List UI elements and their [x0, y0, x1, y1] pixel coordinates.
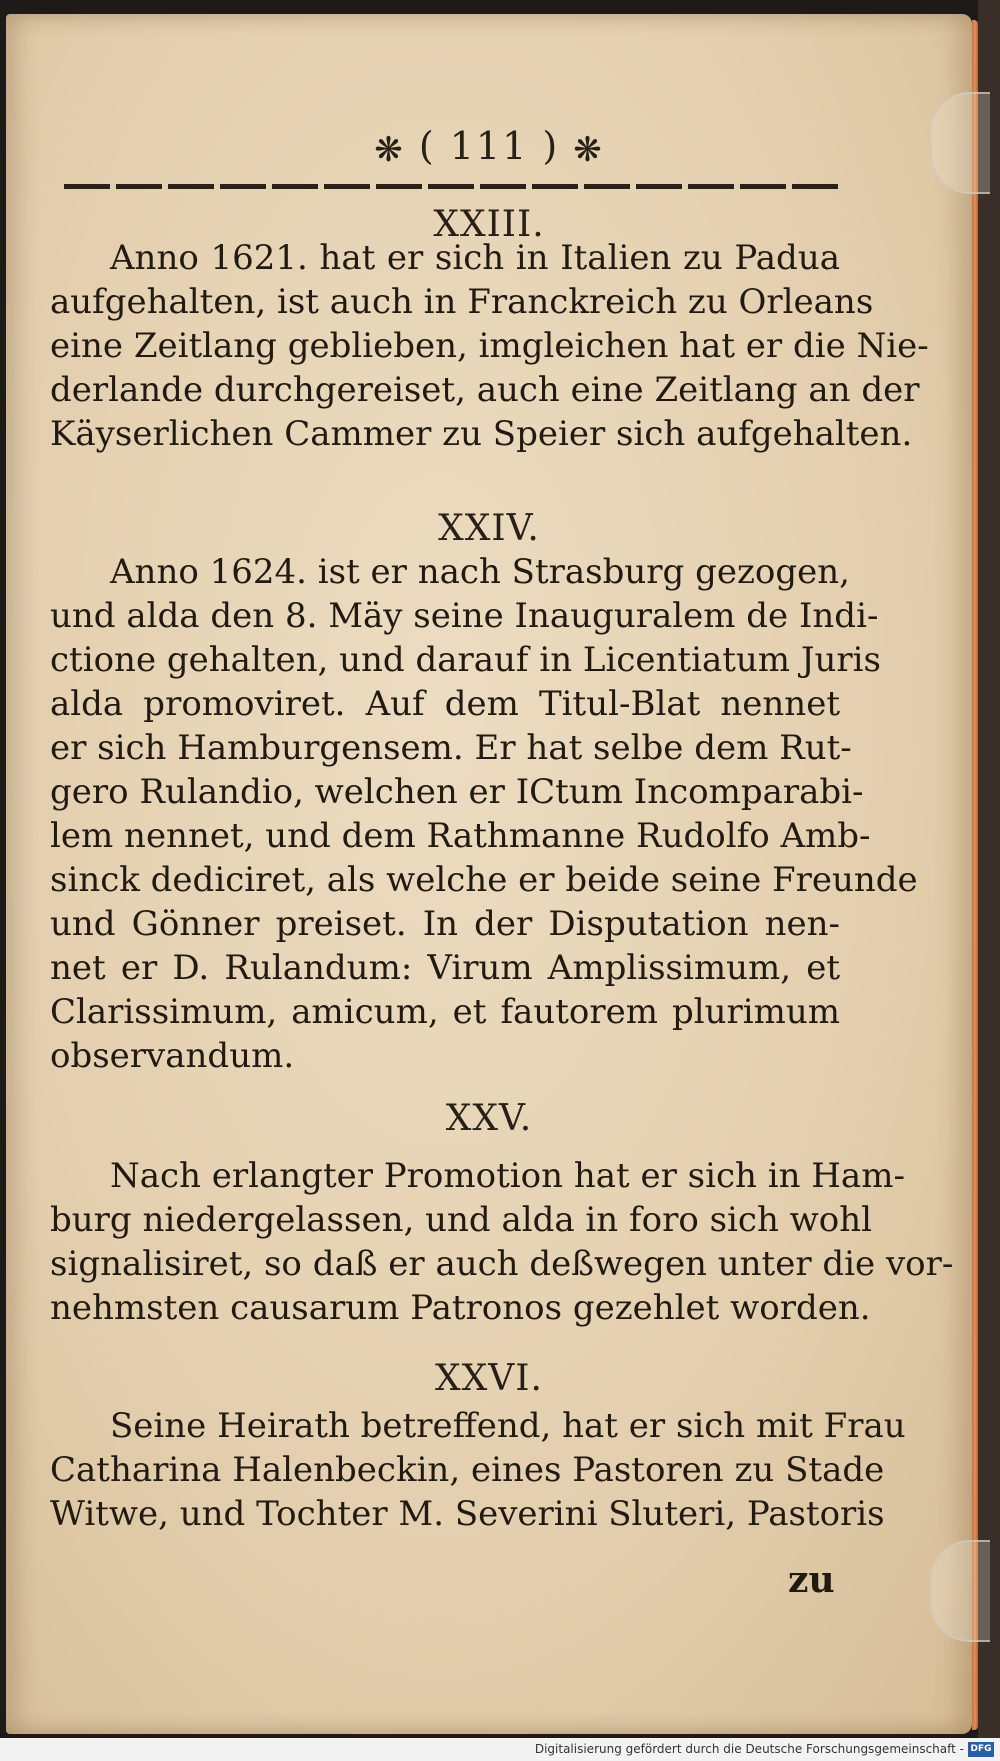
text-line: Nach erlangter Promotion hat er sich in Ham- [110, 1156, 905, 1196]
footer-text: Digitalisierung gefördert durch die Deutsche Forschungsgemeinschaft - [534, 1742, 964, 1756]
page-clip-top [930, 92, 990, 194]
text-line: aufgehalten, ist auch in Franckreich zu Orleans [50, 282, 874, 322]
text-line: und alda den 8. Mäy seine Inauguralem de Indi- [50, 596, 879, 636]
header-rule [64, 184, 842, 189]
text-line: net er D. Rulandum: Virum Amplissimum, et [50, 948, 840, 988]
text-line: lem nennet, und dem Rathmanne Rudolfo Amb- [50, 816, 871, 856]
section-text [50, 550, 918, 1078]
section-heading: XXVI. [435, 1358, 543, 1399]
text-line: Anno 1624. ist er nach Strasburg gezogen, [110, 552, 850, 592]
text-line: Käyserlichen Cammer zu Speier sich aufgehalten. [50, 414, 913, 454]
text-line: derlande durchgereiset, auch eine Zeitlang an der [50, 370, 920, 410]
page-clip-bottom [930, 1540, 990, 1642]
catchword: zu [788, 1559, 835, 1601]
text-line: gero Rulandio, welchen er ICtum Incomparabi- [50, 772, 864, 812]
ornament-left-icon: ❋ [374, 129, 405, 170]
digitization-footer [0, 1738, 1000, 1761]
section-text [50, 1154, 954, 1330]
text-line: observandum. [50, 1036, 295, 1076]
text-line: er sich Hamburgensem. Er hat selbe dem Rut- [50, 728, 852, 768]
text-line: Seine Heirath betreffend, hat er sich mit Frau [110, 1406, 906, 1446]
section-text [50, 236, 929, 456]
text-line: eine Zeitlang geblieben, imgleichen hat er die Nie- [50, 326, 929, 366]
section-heading: XXV. [445, 1098, 533, 1139]
page-number: ( 111 ) [418, 124, 560, 168]
ornament-right-icon: ❋ [573, 129, 604, 170]
text-line: Anno 1621. hat er sich in Italien zu Padua [110, 238, 840, 278]
text-line: und Gönner preiset. In der Disputation nen- [50, 904, 840, 944]
section-text [50, 1404, 906, 1536]
text-line: Catharina Halenbeckin, eines Pastoren zu Stade [50, 1450, 885, 1490]
text-line: burg niedergelassen, und alda in foro sich wohl [50, 1200, 873, 1240]
section-heading: XXIII. [433, 204, 545, 245]
text-line: signalisiret, so daß er auch deßwegen unter die vor- [50, 1244, 954, 1284]
page-header [6, 124, 972, 170]
text-line: sinck dediciret, als welche er beide seine Freunde [50, 860, 918, 900]
text-line: nehmsten causarum Patronos gezehlet worden. [50, 1288, 871, 1328]
section-heading: XXIV. [438, 508, 540, 549]
dfg-logo-icon: DFG [968, 1742, 994, 1757]
scan-background [978, 0, 1000, 1761]
text-line: Clarissimum, amicum, et fautorem plurimum [50, 992, 840, 1032]
text-line: Witwe, und Tochter M. Severini Sluteri, Pastoris [50, 1494, 885, 1534]
text-line: ctione gehalten, und darauf in Licentiatum Juris [50, 640, 881, 680]
text-line: alda promoviret. Auf dem Titul-Blat nennet [50, 684, 840, 724]
book-page [6, 14, 972, 1734]
